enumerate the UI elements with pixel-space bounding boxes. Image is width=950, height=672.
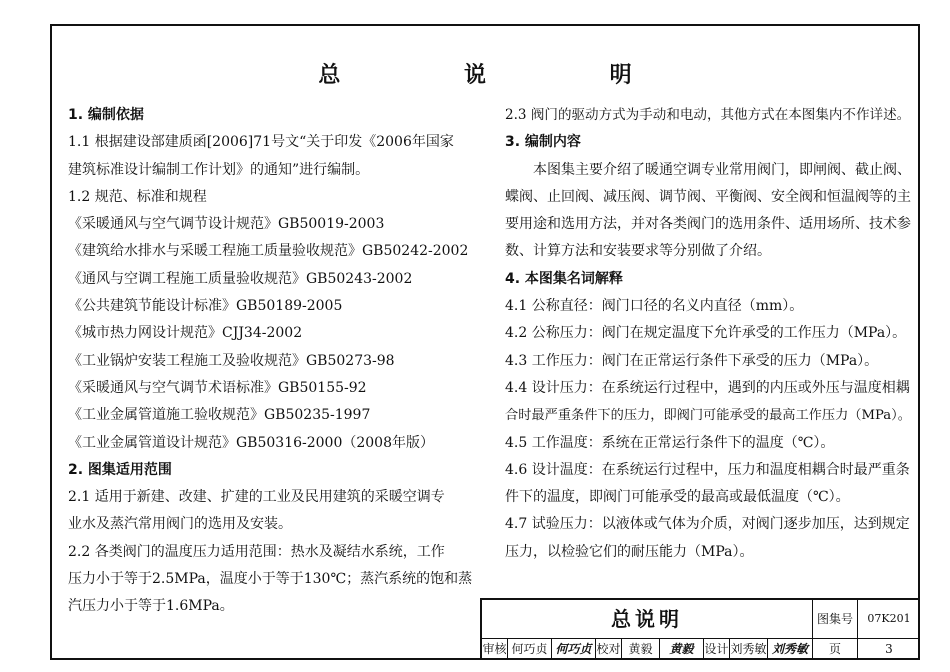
text-line: 《通风与空调工程施工质量验收规范》GB50243-2002 — [68, 270, 413, 287]
title-block — [480, 598, 920, 660]
left-column — [68, 102, 480, 621]
text-line: 4.3 工作压力：阀门在正常运行条件下承受的压力（MPa）。 — [505, 352, 879, 369]
page-label: 页 — [813, 639, 858, 660]
page-title: 总 说 明 — [318, 63, 690, 88]
check-label: 校对 — [596, 639, 622, 660]
text-line: 建筑标准设计编制工作计划》的通知”进行编制。 — [68, 161, 370, 178]
text-line: 数、计算方法和安装要求等分别做了介绍。 — [505, 243, 771, 260]
check-name: 黄毅 — [622, 639, 660, 660]
text-line: 合时最严重条件下的压力，即阀门可能承受的最高工作压力（MPa）。 — [505, 408, 911, 424]
section-heading: 1. 编制依据 — [68, 107, 144, 123]
atlas-number: 07K201 — [867, 612, 911, 625]
text-line: 本图集主要介绍了暖通空调专业常用阀门，即闸阀、截止阀、 — [533, 161, 911, 178]
text-line: 《工业金属管道设计规范》GB50316-2000（2008年版） — [68, 434, 434, 451]
text-line: 《建筑给水排水与采暖工程施工质量验收规范》GB50242-2002 — [68, 243, 469, 260]
text-line: 1.2 规范、标准和规程 — [68, 188, 207, 205]
text-line: 4.5 工作温度：系统在正常运行条件下的温度（℃）。 — [505, 434, 835, 451]
text-line: 《公共建筑节能设计标准》GB50189-2005 — [68, 298, 343, 315]
text-line: 压力，以检验它们的耐压能力（MPa）。 — [505, 543, 754, 560]
atlas-number-label: 图集号 — [813, 600, 858, 638]
text-line: 《采暖通风与空气调节设计规范》GB50019-2003 — [68, 216, 385, 233]
check-signature: 黄毅 — [660, 639, 704, 660]
text-line: 4.7 试验压力：以液体或气体为介质，对阀门逐步加压，达到规定 — [505, 516, 910, 533]
section-heading: 3. 编制内容 — [505, 134, 581, 151]
text-line: 4.2 公称压力：阀门在规定温度下允许承受的工作压力（MPa）。 — [505, 325, 907, 342]
text-line: 压力小于等于2.5MPa，温度小于等于130℃；蒸汽系统的饱和蒸 — [68, 571, 473, 588]
design-name: 刘秀敏 — [730, 639, 768, 660]
page-number: 3 — [885, 642, 893, 656]
drawing-name: 总说明 — [482, 600, 813, 638]
text-line: 《城市热力网设计规范》CJJ34-2002 — [68, 325, 303, 342]
design-signature: 刘秀敏 — [768, 639, 813, 660]
review-signature: 何巧贞 — [552, 639, 596, 660]
text-line: 蝶阀、止回阀、减压阀、调节阀、平衡阀、安全阀和恒温阀等的主 — [505, 188, 911, 205]
text-line: 2.1 适用于新建、改建、扩建的工业及民用建筑的采暖空调专 — [68, 489, 445, 506]
text-line: 4.1 公称直径：阀门口径的名义内直径（mm）。 — [505, 298, 804, 315]
text-line: 要用途和选用方法，并对各类阀门的选用条件、适用场所、技术参 — [505, 216, 911, 233]
text-line: 《工业锅炉安装工程施工及验收规范》GB50273-98 — [68, 352, 395, 369]
design-label: 设计 — [704, 639, 730, 660]
text-line: 《采暖通风与空气调节术语标准》GB50155-92 — [68, 379, 367, 396]
text-line: 汽压力小于等于1.6MPa。 — [68, 598, 234, 615]
section-heading: 2. 图集适用范围 — [68, 461, 172, 478]
text-line: 4.6 设计温度：在系统运行过程中，压力和温度相耦合时最严重条 — [505, 461, 910, 478]
review-name: 何巧贞 — [508, 639, 552, 660]
text-line: 1.1 根据建设部建质函[2006]71号文“关于印发《2006年国家 — [68, 134, 454, 151]
text-line: 4.4 设计压力：在系统运行过程中，遇到的内压或外压与温度相耦 — [505, 379, 910, 396]
text-line: 2.2 各类阀门的温度压力适用范围：热水及凝结水系统，工作 — [68, 543, 445, 560]
text-line: 业水及蒸汽常用阀门的选用及安装。 — [68, 516, 292, 533]
review-label: 审核 — [482, 639, 508, 660]
text-line: 件下的温度，即阀门可能承受的最高或最低温度（℃）。 — [505, 489, 850, 506]
text-line: 2.3 阀门的驱动方式为手动和电动，其他方式在本图集内不作详述。 — [505, 107, 911, 123]
section-heading: 4. 本图集名词解释 — [505, 270, 623, 287]
right-column — [505, 102, 915, 566]
text-line: 《工业金属管道施工验收规范》GB50235-1997 — [68, 407, 371, 424]
